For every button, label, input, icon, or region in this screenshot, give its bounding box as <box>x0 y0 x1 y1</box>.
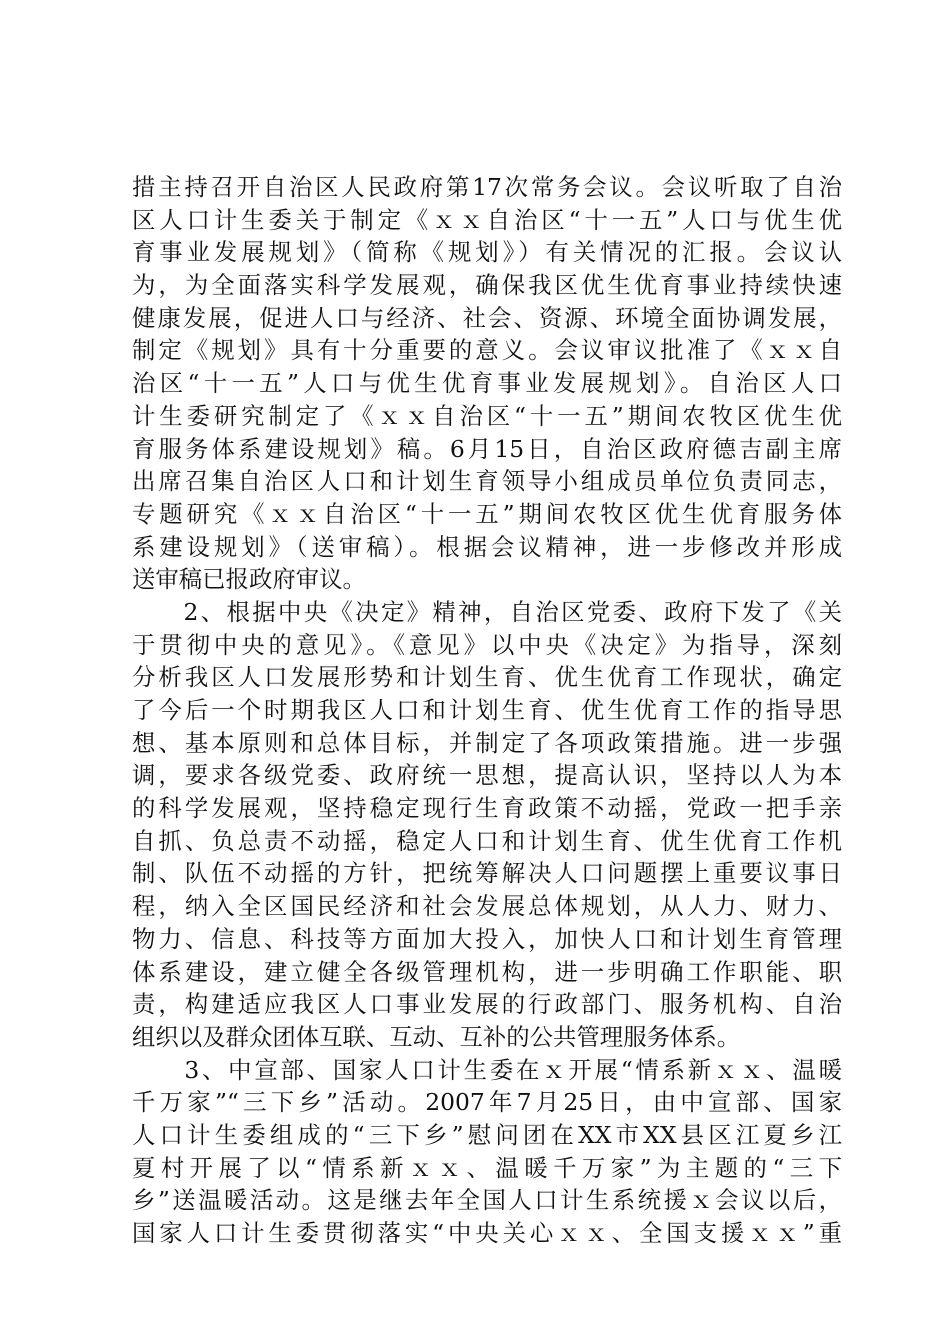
text-line: 于贯彻中央的意见》。《意见》以中央《决定》为指导，深刻 <box>132 630 842 659</box>
text-line: 送审稿已报政府审议。 <box>132 565 366 594</box>
text-line: 3、中宣部、国家人口计生委在ｘ开展“情系新ｘｘ、温暖 <box>132 1055 842 1084</box>
text-line: 区人口计生委关于制定《ｘｘ自治区“十一五”人口与优生优 <box>132 205 842 234</box>
text-line: 责，构建适应我区人口事业发展的行政部门、服务机构、自治 <box>132 990 842 1019</box>
text-line: 出席召集自治区人口和计划生育领导小组成员单位负责同志， <box>132 467 842 496</box>
text-line: 2、根据中央《决定》精神，自治区党委、政府下发了《关 <box>132 597 842 626</box>
text-line: 夏村开展了以“情系新ｘｘ、温暖千万家”为主题的“三下 <box>132 1153 842 1182</box>
text-line: 想、基本原则和总体目标，并制定了各项政策措施。进一步强 <box>132 728 842 757</box>
text-line: 人口计生委组成的“三下乡”慰问团在XX市XX县区江夏乡江 <box>132 1120 842 1149</box>
text-line: 乡”送温暖活动。这是继去年全国人口计生系统援ｘ会议以后， <box>132 1186 842 1215</box>
document-page <box>132 171 842 1250</box>
text-line: 育事业发展规划》（简称《规划》）有关情况的汇报。会议认 <box>132 238 842 267</box>
text-line: 国家人口计生委贯彻落实“中央关心ｘｘ、全国支援ｘｘ”重 <box>132 1219 842 1247</box>
text-line: 专题研究《ｘｘ自治区“十一五”期间农牧区优生优育服务体 <box>132 499 842 528</box>
text-line: 健康发展，促进人口与经济、社会、资源、环境全面协调发展， <box>132 303 842 332</box>
text-line: 体系建设，建立健全各级管理机构，进一步明确工作职能、职 <box>132 957 842 986</box>
text-line: 治区“十一五”人口与优生优育事业发展规划》。自治区人口 <box>132 369 842 398</box>
text-line: 自抓、负总责不动摇，稳定人口和计划生育、优生优育工作机 <box>132 826 842 855</box>
text-line: 制、队伍不动摇的方针，把统筹解决人口问题摆上重要议事日 <box>132 859 842 888</box>
text-line: 分析我区人口发展形势和计划生育、优生优育工作现状，确定 <box>132 663 842 692</box>
text-line: 的科学发展观，坚持稳定现行生育政策不动摇，党政一把手亲 <box>132 794 842 823</box>
text-line: 调，要求各级党委、政府统一思想，提高认识，坚持以人为本 <box>132 761 842 790</box>
text-line: 程，纳入全区国民经济和社会发展总体规划，从人力、财力、 <box>132 892 842 921</box>
text-line: 为，为全面落实科学发展观，确保我区优生优育事业持续快速 <box>132 271 842 300</box>
text-line: 制定《规划》具有十分重要的意义。会议审议批准了《ｘｘ自 <box>132 336 842 365</box>
text-line: 千万家”“三下乡”活动。2007年7月25日，由中宣部、国家 <box>132 1088 842 1117</box>
text-line: 物力、信息、科技等方面加大投入，加快人口和计划生育管理 <box>132 924 842 953</box>
text-line: 措主持召开自治区人民政府第17次常务会议。会议听取了自治 <box>132 173 842 201</box>
text-line: 组织以及群众团体互联、互动、互补的公共管理服务体系。 <box>132 1022 741 1051</box>
document-body <box>132 171 842 1250</box>
text-line: 计生委研究制定了《ｘｘ自治区“十一五”期间农牧区优生优 <box>132 401 842 430</box>
text-line: 育服务体系建设规划》稿。6月15日，自治区政府德吉副主席 <box>132 434 842 463</box>
text-line: 了今后一个时期我区人口和计划生育、优生优育工作的指导思 <box>132 696 842 724</box>
text-line: 系建设规划》（送审稿）。根据会议精神，进一步修改并形成 <box>132 532 842 561</box>
